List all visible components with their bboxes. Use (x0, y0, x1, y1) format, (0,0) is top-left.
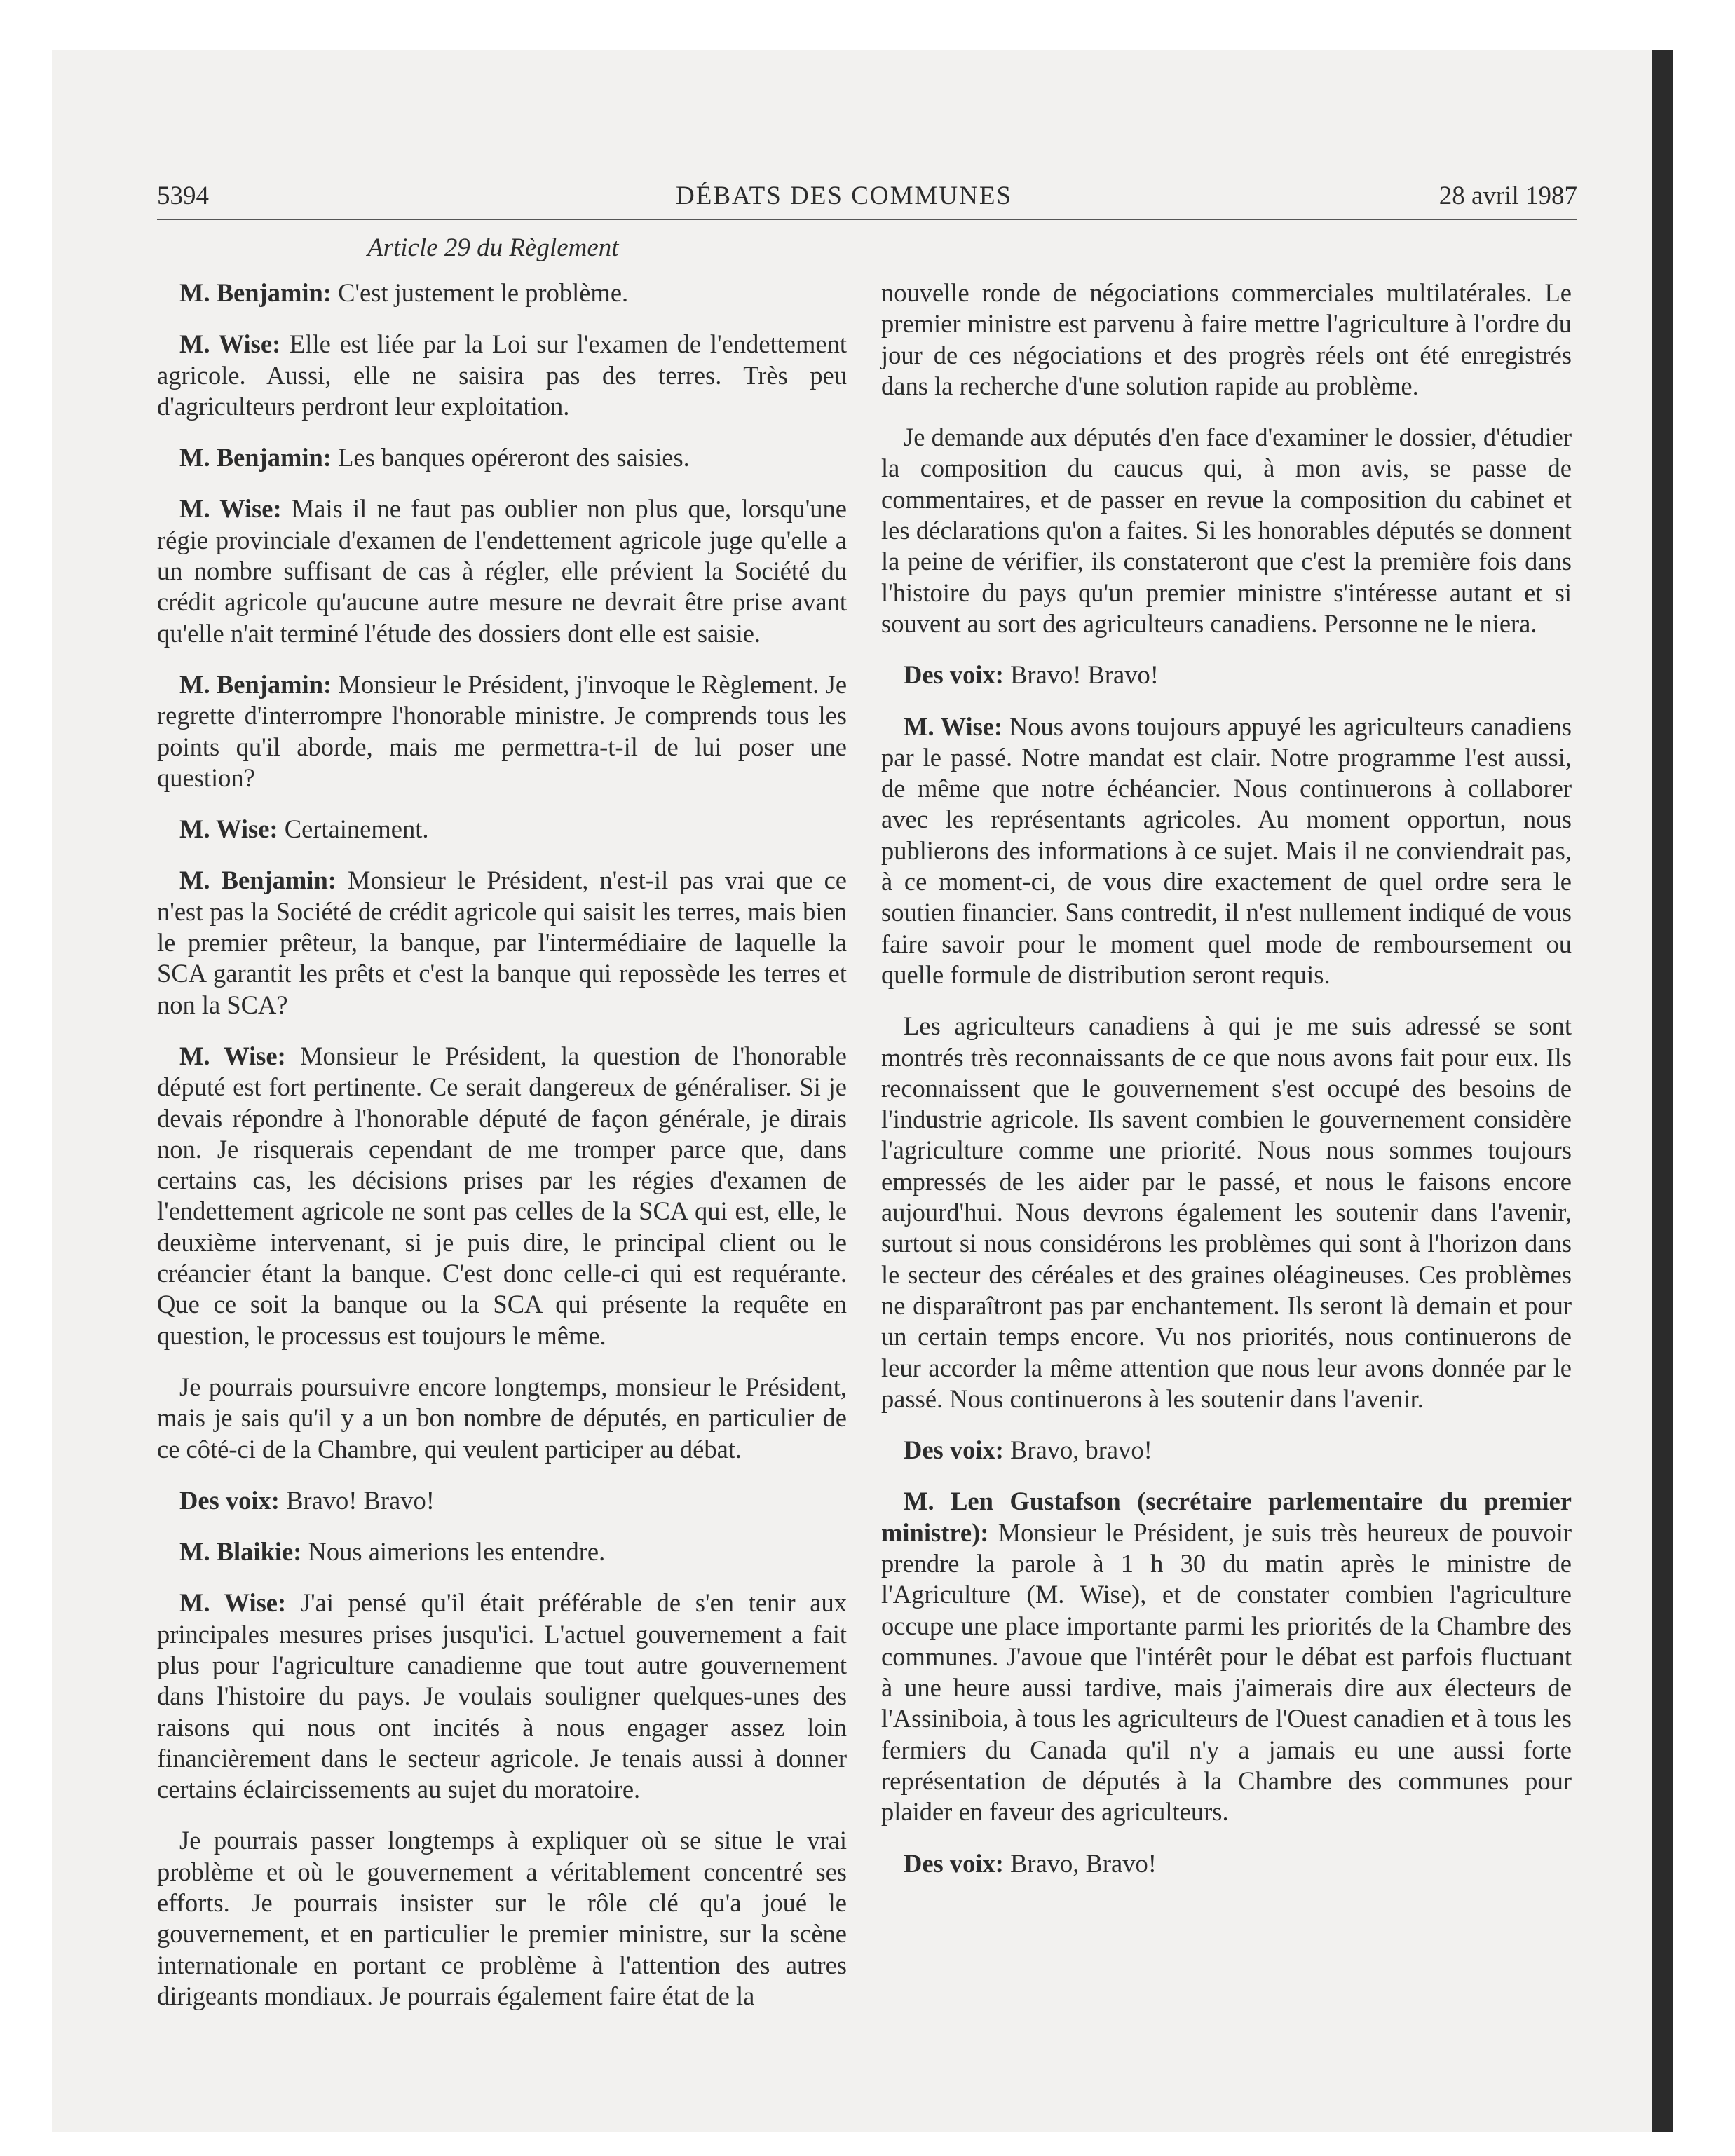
publication-title: DÉBATS DES COMMUNES (676, 182, 1013, 210)
paragraph-text: C'est justement le problème. (338, 278, 629, 307)
paragraph-text: Monsieur le Président, j'invoque le Règlement. Je regrette d'interrompre l'honorable ministre. Je comprends tous les points qu'il aborde, mais me permettra-t-il de lui poser une question? (157, 669, 848, 792)
paragraph (157, 1041, 847, 1351)
speaker-name: M. Wise: (904, 711, 1003, 741)
paragraph-text: Nous avons toujours appuyé les agriculteurs canadiens par le passé. Notre mandat est clair. Notre programme l'est aussi, de même que notre échéancier. Nous continuerons à collaborer avec les représentants agricoles. Au moment opportun, nous publierons des informations à ce sujet. Mais il ne conviendrait pas, à ce moment-ci, de vous dire exactement de quel ordre sera le soutien financier. Sans contredit, il n'est nullement indiqué de vous faire savoir pour le moment quel mode de remboursement ou quelle formule de distribution seront requis. (881, 711, 1572, 989)
speaker-name: M. Benjamin: (179, 443, 332, 472)
speaker-name: M. Benjamin: (179, 278, 332, 307)
speaker-name: M. Benjamin: (179, 866, 336, 895)
paragraph (157, 329, 847, 422)
right-column (881, 278, 1572, 1899)
paragraph (881, 1486, 1572, 1827)
paragraph-text: Bravo, bravo! (1010, 1435, 1152, 1465)
paragraph-text: Monsieur le Président, je suis très heureux de pouvoir prendre la parole à 1 h 30 du matin après le ministre de l'Agriculture (M. Wise), et de constater combien l'agriculture occupe une place importante parmi les priorités de la Chambre des communes. J'avoue que l'intérêt pour le débat est parfois fluctuant à une heure aussi tardive, mais j'aimerais dire aux électeurs de l'Assiniboia, à tous les agriculteurs de l'Ouest canadien et à tous les fermiers du Canada qu'il n'y a jamais eu une aussi forte représentation de députés à la Chambre des communes pour plaider en faveur des agriculteurs. (881, 1517, 1572, 1827)
paragraph-text: Elle est liée par la Loi sur l'examen de l'endettement agricole. Aussi, elle ne saisira pas des terres. Très peu d'agriculteurs perdront leur exploitation. (157, 329, 847, 421)
paragraph-text: Les banques opéreront des saisies. (338, 443, 690, 472)
paragraph-text: J'ai pensé qu'il était préférable de s'en tenir aux principales mesures prises jusqu'ici. L'actuel gouvernement a fait plus pour l'agriculture canadienne que tout autre gouvernement dans l'histoire du pays. Je voulais souligner quelques-unes des raisons qui nous ont incités à nous engager assez loin financièrement dans le secteur agricole. Je tenais aussi à donner certains éclaircissements au sujet du moratoire. (157, 1588, 847, 1804)
paragraph-text: Je pourrais passer longtemps à expliquer où se situe le vrai problème et où le gouvernement a véritablement concentré ses efforts. Je pourrais insister sur le rôle clé qu'a joué le gouvernement, et en particulier le premier ministre, sur la scène internationale en portant ce problème à l'attention des autres dirigeants mondiaux. Je pourrais également faire état de la (157, 1826, 847, 2010)
running-header (157, 179, 1577, 220)
paragraph (157, 493, 847, 648)
paragraph (157, 278, 847, 308)
paragraph-text: Les agriculteurs canadiens à qui je me suis adressé se sont montrés très reconnaissants de ce que nous avons fait pour eux. Ils reconnaissent que le gouvernement s'est occupé des besoins de l'industrie agricole. Ils savent combien le gouvernement considère l'agriculture comme une priorité. Nous nous sommes toujours empressés de les aider par le passé, et nous le faisons encore aujourd'hui. Nous devrons également les soutenir dans l'avenir, surtout si nous considérons les problèmes qui sont à l'horizon dans le secteur des céréales et des graines oléagineuses. Ces problèmes ne disparaîtront pas par enchantement. Ils seront là demain et pour un certain temps encore. Vu nos priorités, nous continuerons de leur accorder la même attention que nous leur avons donnée par le passé. Nous continuerons à les soutenir dans l'avenir. (881, 1011, 1572, 1413)
speaker-name: Des voix: (179, 1485, 280, 1515)
paragraph (881, 660, 1572, 690)
paragraph-text: Monsieur le Président, n'est-il pas vrai que ce n'est pas la Société de crédit agricole qui saisit les terres, mais bien le premier prêteur, la banque, par l'intermédiaire de laquelle la SCA garantit les prêts et c'est la banque qui repossède les terres et non la SCA? (157, 866, 848, 1019)
binding-edge (1652, 50, 1673, 2132)
speaker-name: M. Wise: (179, 1041, 286, 1070)
paragraph (157, 1372, 847, 1465)
speaker-name: M. Benjamin: (179, 669, 332, 699)
paragraph-text: Mais il ne faut pas oublier non plus que, lorsqu'une régie provinciale d'examen de l'endettement agricole juge qu'elle a un nombre suffisant de cas à régler, elle prévient la Société du crédit agricole qu'aucune autre mesure ne devrait être prise avant qu'elle n'ait terminé l'étude des dossiers dont elle est saisie. (157, 494, 847, 648)
header-date: 28 avril 1987 (1438, 182, 1577, 210)
paragraph (881, 1848, 1572, 1879)
section-subheading: Article 29 du Règlement (367, 233, 619, 262)
paragraph-text: Monsieur le Président, la question de l'honorable député est fort pertinente. Ce serait dangereux de généraliser. Si je devais répondre à l'honorable député de façon générale, je dirais non. Je risquerais cependant de me tromper parce que, dans certains cas, les décisions prises par les régies d'examen de l'endettement agricole ne sont pas celles de la SCA qui est, elle, le deuxième intervenant, si je puis dire, le principal client ou le créancier étant la banque. C'est donc celle-ci qui est requérante. Que ce soit la banque ou la SCA qui présente la requête en question, le processus est toujours le même. (157, 1041, 847, 1350)
paragraph (157, 814, 847, 845)
paragraph (881, 1435, 1572, 1466)
paragraph (157, 1825, 847, 2012)
paragraph-text: Je pourrais poursuivre encore longtemps, monsieur le Président, mais je sais qu'il y a un bon nombre de députés, en particulier de ce côté-ci de la Chambre, qui veulent participer au débat. (157, 1372, 847, 1464)
paragraph (157, 1485, 847, 1516)
paragraph (881, 1011, 1572, 1414)
page-number: 5394 (157, 182, 209, 210)
paragraph (881, 278, 1572, 402)
speaker-name: M. Blaikie: (179, 1537, 302, 1567)
paragraph (157, 442, 847, 473)
paragraph-text: Bravo, Bravo! (1010, 1848, 1157, 1878)
paragraph (157, 1536, 847, 1567)
speaker-name: Des voix: (904, 660, 1004, 690)
speaker-name: M. Wise: (179, 1588, 287, 1618)
paragraph (157, 865, 847, 1020)
speaker-name: M. Wise: (179, 814, 278, 844)
speaker-name: M. Wise: (179, 329, 281, 359)
speaker-name: Des voix: (904, 1435, 1004, 1465)
paragraph (881, 422, 1572, 639)
speaker-name: Des voix: (904, 1848, 1004, 1878)
paragraph (157, 669, 847, 793)
speaker-name: M. Wise: (179, 494, 282, 524)
paragraph (881, 711, 1572, 991)
paragraph-text: Nous aimerions les entendre. (308, 1537, 606, 1567)
paragraph-text: Certainement. (284, 814, 429, 844)
paragraph-text: Bravo! Bravo! (286, 1485, 435, 1515)
paragraph-text: Bravo! Bravo! (1010, 660, 1159, 690)
paragraph-text: Je demande aux députés d'en face d'examiner le dossier, d'étudier la composition du caucus qui, à mon avis, se passe de commentaires, et de passer en revue la composition du cabinet et les déclarations qu'on a faites. Si les honorables députés se donnent la peine de vérifier, ils constateront que c'est la première fois dans l'histoire du pays qu'un premier ministre s'intéresse autant et si souvent au sort des agriculteurs canadiens. Personne ne le niera. (881, 423, 1572, 638)
paragraph (157, 1588, 847, 1805)
speaker-name: M. Len Gustafson (secrétaire parlementaire du premier ministre): (881, 1487, 1572, 1547)
paragraph-text: nouvelle ronde de négociations commerciales multilatérales. Le premier ministre est parvenu à faire mettre l'agriculture à l'ordre du jour de ces négociations et des progrès réels ont été enregistrés dans la recherche d'une solution rapide au problème. (881, 278, 1572, 400)
left-column (157, 278, 847, 2032)
